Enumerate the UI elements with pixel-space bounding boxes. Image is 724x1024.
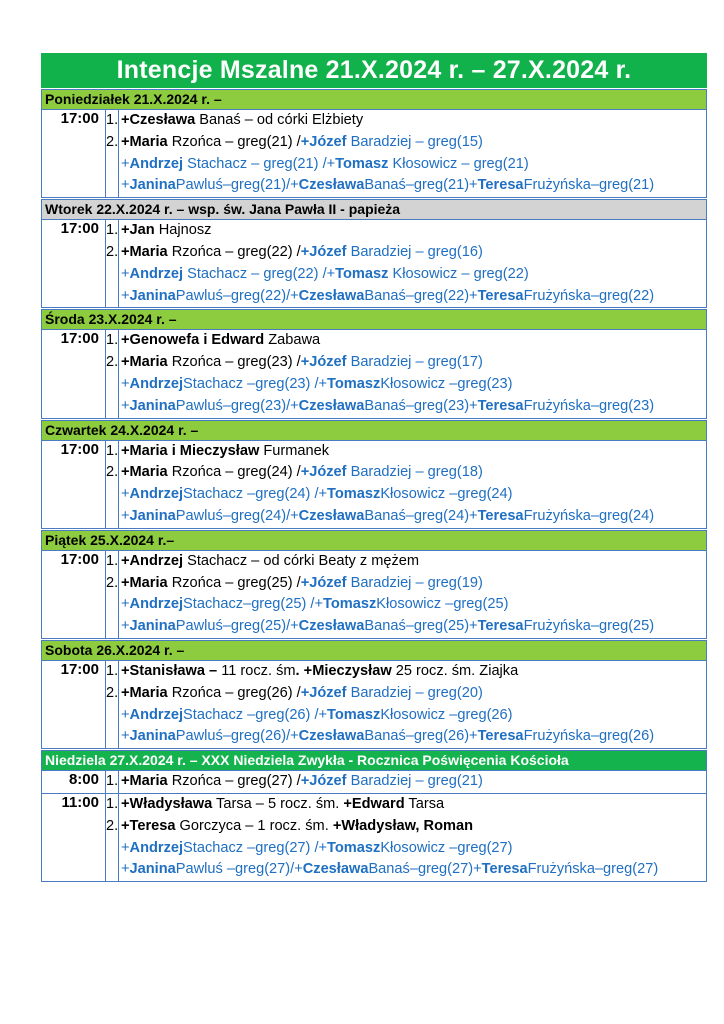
text-segment: Stachacz –greg(26) /+ bbox=[183, 706, 328, 723]
text-segment: Banaś–greg(26)+ bbox=[364, 728, 478, 745]
intention-line bbox=[106, 705, 706, 727]
intention-number: 2. bbox=[106, 243, 119, 260]
text-segment: + bbox=[121, 507, 130, 524]
intention-text bbox=[118, 551, 706, 573]
text-segment: Frużyńska–greg(23) bbox=[523, 397, 655, 414]
intention-text bbox=[118, 330, 706, 352]
intention-text bbox=[118, 352, 706, 374]
text-segment: +Maria bbox=[121, 773, 168, 790]
mass-block bbox=[42, 551, 706, 638]
intention-text bbox=[118, 661, 706, 683]
text-segment: Teresa bbox=[477, 507, 524, 524]
text-segment: +Józef bbox=[300, 684, 347, 701]
text-segment: Janina bbox=[129, 177, 176, 194]
text-segment: +Władysława bbox=[121, 795, 213, 812]
text-segment: Kłosowicz –greg(25) bbox=[376, 596, 509, 613]
intention-line bbox=[106, 396, 706, 418]
text-segment: Stachacz – greg(22) /+ bbox=[183, 265, 336, 282]
text-segment: Teresa bbox=[477, 728, 524, 745]
intention-line bbox=[106, 573, 706, 595]
text-segment: Czesława bbox=[298, 618, 365, 635]
text-segment: + bbox=[121, 861, 130, 878]
text-segment: Janina bbox=[129, 618, 176, 635]
text-segment: Pawluś–greg(25)/+ bbox=[175, 618, 299, 635]
intention-number bbox=[106, 484, 118, 506]
intention-text bbox=[118, 683, 706, 705]
intention-text bbox=[118, 220, 706, 242]
intention-line bbox=[106, 242, 706, 264]
intention-number bbox=[106, 705, 118, 727]
intention-number bbox=[106, 374, 118, 396]
text-segment: + bbox=[121, 596, 130, 613]
intention-line bbox=[106, 551, 706, 573]
intention-line bbox=[106, 175, 706, 197]
text-segment: +Maria bbox=[121, 684, 168, 701]
text-segment: Czesława bbox=[298, 287, 365, 304]
intention-number bbox=[106, 859, 118, 881]
intention-number: 1. bbox=[106, 662, 119, 679]
text-segment: Andrzej bbox=[129, 706, 184, 723]
day-section bbox=[41, 640, 707, 749]
text-segment: +Edward bbox=[343, 795, 405, 812]
intention-number: 1. bbox=[106, 795, 119, 812]
text-segment: + bbox=[121, 155, 130, 172]
text-segment: Tomasz bbox=[323, 596, 377, 613]
text-segment: Baradziej – greg(17) bbox=[346, 354, 483, 371]
intention-list bbox=[106, 330, 706, 417]
intention-line bbox=[106, 110, 706, 132]
intention-text bbox=[118, 374, 706, 396]
mass-time: 17:00 bbox=[42, 110, 106, 197]
text-segment: Banaś–greg(24)+ bbox=[364, 507, 478, 524]
intention-text bbox=[118, 242, 706, 264]
text-segment: +Maria bbox=[121, 354, 168, 371]
intention-line bbox=[106, 220, 706, 242]
intention-number: 2. bbox=[106, 133, 119, 150]
text-segment: Tomasz bbox=[335, 155, 389, 172]
text-segment: +Andrzej bbox=[121, 552, 184, 569]
text-segment: +Józef bbox=[300, 133, 347, 150]
intention-number: 2. bbox=[106, 354, 119, 371]
text-segment: Tomasz bbox=[327, 375, 381, 392]
text-segment: +Józef bbox=[300, 574, 347, 591]
intention-number: 2. bbox=[106, 464, 119, 481]
day-section bbox=[41, 199, 707, 308]
day-header: Poniedziałek 21.X.2024 r. – bbox=[42, 90, 706, 110]
text-segment: Tomasz bbox=[327, 486, 381, 503]
text-segment: Teresa bbox=[481, 861, 528, 878]
text-segment: Frużyńska–greg(26) bbox=[523, 728, 655, 745]
intention-line bbox=[106, 132, 706, 154]
text-segment: Rzońca – greg(23) / bbox=[167, 354, 301, 371]
mass-time: 8:00 bbox=[42, 771, 106, 793]
text-segment: Frużyńska–greg(24) bbox=[523, 507, 655, 524]
intention-number: 1. bbox=[106, 332, 119, 349]
text-segment: Czesława bbox=[298, 728, 365, 745]
text-segment: +Władysław, Roman bbox=[332, 817, 473, 834]
intention-text bbox=[118, 154, 706, 176]
text-segment: Tomasz bbox=[335, 265, 389, 282]
intention-list bbox=[106, 551, 706, 638]
text-segment: Janina bbox=[129, 861, 176, 878]
day-header: Piątek 25.X.2024 r.– bbox=[42, 531, 706, 551]
text-segment: Gorczyca – 1 rocz. śm. bbox=[175, 817, 333, 834]
day-section bbox=[41, 309, 707, 418]
text-segment: . bbox=[295, 662, 300, 679]
intention-line bbox=[106, 330, 706, 352]
intention-line bbox=[106, 264, 706, 286]
text-segment: Rzońca – greg(22) / bbox=[167, 243, 301, 260]
intention-text bbox=[118, 132, 706, 154]
intention-line bbox=[106, 352, 706, 374]
intention-text bbox=[118, 859, 706, 881]
mass-time: 17:00 bbox=[42, 330, 106, 417]
intention-number: 1. bbox=[106, 112, 119, 128]
text-segment: Hajnosz bbox=[154, 222, 212, 239]
text-segment: + bbox=[121, 375, 130, 392]
text-segment: Banaś–greg(23)+ bbox=[364, 397, 478, 414]
text-segment: Tarsa bbox=[404, 795, 445, 812]
page-title: Intencje Mszalne 21.X.2024 r. – 27.X.2024 r. bbox=[41, 53, 707, 88]
text-segment: Andrzej bbox=[129, 375, 184, 392]
intention-number bbox=[106, 506, 118, 528]
intention-line bbox=[106, 794, 706, 816]
text-segment: Teresa bbox=[477, 177, 524, 194]
text-segment: + bbox=[121, 728, 130, 745]
text-segment: Stachacz –greg(23) /+ bbox=[183, 375, 328, 392]
intention-text bbox=[118, 484, 706, 506]
text-segment: Janina bbox=[129, 507, 176, 524]
intention-line bbox=[106, 616, 706, 638]
intention-line bbox=[106, 726, 706, 748]
text-segment: +Maria bbox=[121, 464, 168, 481]
mass-block bbox=[42, 110, 706, 197]
text-segment: Pawluś–greg(21)/+ bbox=[175, 177, 299, 194]
text-segment: Frużyńska–greg(22) bbox=[523, 287, 655, 304]
text-segment: + bbox=[121, 177, 130, 194]
text-segment: +Mieczysław bbox=[303, 662, 392, 679]
intention-number bbox=[106, 616, 118, 638]
intention-text bbox=[118, 726, 706, 748]
intention-text bbox=[118, 616, 706, 638]
intention-number bbox=[106, 726, 118, 748]
intention-number bbox=[106, 154, 118, 176]
text-segment: Tarsa – 5 rocz. śm. bbox=[212, 795, 344, 812]
text-segment: + bbox=[121, 706, 130, 723]
day-section bbox=[41, 89, 707, 198]
days-list bbox=[41, 89, 707, 882]
intention-line bbox=[106, 441, 706, 463]
intention-line bbox=[106, 462, 706, 484]
text-segment: Banaś–greg(21)+ bbox=[364, 177, 478, 194]
intention-number: 2. bbox=[106, 684, 119, 701]
text-segment: Frużyńska–greg(27) bbox=[527, 861, 659, 878]
text-segment: Frużyńska–greg(25) bbox=[523, 618, 655, 635]
text-segment: Stachacz –greg(27) /+ bbox=[183, 839, 328, 856]
text-segment: +Czesława bbox=[121, 112, 196, 128]
text-segment: Andrzej bbox=[129, 839, 184, 856]
text-segment: Tomasz bbox=[327, 839, 381, 856]
text-segment: +Józef bbox=[300, 243, 347, 260]
text-segment: +Maria bbox=[121, 133, 168, 150]
text-segment: Teresa bbox=[477, 397, 524, 414]
text-segment: Rzońca – greg(26) / bbox=[167, 684, 301, 701]
text-segment: Janina bbox=[129, 397, 176, 414]
intention-number bbox=[106, 286, 118, 308]
intention-line bbox=[106, 374, 706, 396]
text-segment: Andrzej bbox=[129, 155, 184, 172]
intention-number: 1. bbox=[106, 552, 119, 569]
intention-text bbox=[118, 771, 706, 793]
day-header: Niedziela 27.X.2024 r. – XXX Niedziela Zwykła - Rocznica Poświęcenia Kościoła bbox=[42, 751, 706, 771]
text-segment: 11 rocz. śm bbox=[217, 662, 296, 679]
text-segment: + bbox=[121, 397, 130, 414]
text-segment: Kłosowicz – greg(22) bbox=[388, 265, 529, 282]
day-header: Czwartek 24.X.2024 r. – bbox=[42, 421, 706, 441]
text-segment: +Maria i Mieczysław bbox=[121, 442, 260, 459]
text-segment: Baradziej – greg(20) bbox=[346, 684, 483, 701]
day-header: Środa 23.X.2024 r. – bbox=[42, 310, 706, 330]
intention-text bbox=[118, 441, 706, 463]
text-segment: Banaś–greg(22)+ bbox=[364, 287, 478, 304]
text-segment: Kłosowicz – greg(21) bbox=[388, 155, 529, 172]
intention-line bbox=[106, 838, 706, 860]
day-section bbox=[41, 750, 707, 882]
intention-line bbox=[106, 771, 706, 793]
intention-number: 1. bbox=[106, 773, 119, 790]
text-segment: Andrzej bbox=[129, 486, 184, 503]
text-segment: Zabawa bbox=[264, 332, 321, 349]
intention-text bbox=[118, 506, 706, 528]
mass-time: 17:00 bbox=[42, 661, 106, 748]
intention-number: 2. bbox=[106, 574, 119, 591]
text-segment: Andrzej bbox=[129, 596, 184, 613]
text-segment: Pawluś –greg(27)/+ bbox=[175, 861, 303, 878]
intention-line bbox=[106, 859, 706, 881]
intention-line bbox=[106, 661, 706, 683]
text-segment: +Teresa bbox=[121, 817, 176, 834]
mass-block bbox=[42, 220, 706, 307]
text-segment: +Józef bbox=[300, 354, 347, 371]
text-segment: Baradziej – greg(16) bbox=[346, 243, 483, 260]
text-segment: +Maria bbox=[121, 574, 168, 591]
text-segment: +Stanisława – bbox=[121, 662, 218, 679]
mass-time: 11:00 bbox=[42, 794, 106, 881]
intention-number bbox=[106, 396, 118, 418]
text-segment: + bbox=[121, 287, 130, 304]
mass-block bbox=[42, 794, 706, 881]
day-header: Wtorek 22.X.2024 r. – wsp. św. Jana Pawła II - papieża bbox=[42, 200, 706, 220]
text-segment: Stachacz – od córki Beaty z mężem bbox=[183, 552, 420, 569]
intention-line bbox=[106, 683, 706, 705]
text-segment: + bbox=[121, 618, 130, 635]
text-segment: +Genowefa i Edward bbox=[121, 332, 265, 349]
intention-list bbox=[106, 661, 706, 748]
text-segment: Baradziej – greg(15) bbox=[346, 133, 483, 150]
text-segment: Andrzej bbox=[129, 265, 184, 282]
intention-line bbox=[106, 506, 706, 528]
text-segment: Czesława bbox=[298, 177, 365, 194]
text-segment: Pawluś–greg(24)/+ bbox=[175, 507, 299, 524]
intention-number: 1. bbox=[106, 222, 119, 239]
intention-number: 1. bbox=[106, 442, 119, 459]
text-segment: Rzońca – greg(27) / bbox=[167, 773, 301, 790]
text-segment: + bbox=[121, 839, 130, 856]
intention-text bbox=[118, 175, 706, 197]
text-segment: Stachacz – greg(21) /+ bbox=[183, 155, 336, 172]
text-segment: Pawluś–greg(26)/+ bbox=[175, 728, 299, 745]
text-segment: Pawluś–greg(22)/+ bbox=[175, 287, 299, 304]
text-segment: Janina bbox=[129, 287, 176, 304]
text-segment: +Maria bbox=[121, 243, 168, 260]
intention-text bbox=[118, 396, 706, 418]
intention-list bbox=[106, 220, 706, 307]
text-segment: Stachacz –greg(24) /+ bbox=[183, 486, 328, 503]
intention-number bbox=[106, 175, 118, 197]
text-segment: Baradziej – greg(18) bbox=[346, 464, 483, 481]
text-segment: Rzońca – greg(25) / bbox=[167, 574, 301, 591]
intention-text bbox=[118, 705, 706, 727]
intention-text bbox=[118, 794, 706, 816]
day-section bbox=[41, 530, 707, 639]
text-segment: Rzońca – greg(21) / bbox=[167, 133, 301, 150]
text-segment: Banaś–greg(25)+ bbox=[364, 618, 478, 635]
text-segment: Banaś–greg(27)+ bbox=[368, 861, 482, 878]
text-segment: Czesława bbox=[298, 397, 365, 414]
intention-text bbox=[118, 110, 706, 132]
intention-line bbox=[106, 154, 706, 176]
intention-number bbox=[106, 838, 118, 860]
text-segment: Czesława bbox=[298, 507, 365, 524]
intention-line bbox=[106, 594, 706, 616]
intention-line bbox=[106, 816, 706, 838]
intention-number bbox=[106, 264, 118, 286]
intention-text bbox=[118, 286, 706, 308]
day-header: Sobota 26.X.2024 r. – bbox=[42, 641, 706, 661]
text-segment: Teresa bbox=[477, 618, 524, 635]
text-segment: Frużyńska–greg(21) bbox=[523, 177, 655, 194]
text-segment: Tomasz bbox=[327, 706, 381, 723]
mass-block bbox=[42, 661, 706, 748]
intention-text bbox=[118, 573, 706, 595]
intention-number bbox=[106, 594, 118, 616]
text-segment: Kłosowicz –greg(26) bbox=[380, 706, 513, 723]
day-section bbox=[41, 420, 707, 529]
text-segment: Banaś – od córki Elżbiety bbox=[195, 112, 364, 128]
intention-text bbox=[118, 264, 706, 286]
intention-text bbox=[118, 838, 706, 860]
intention-list bbox=[106, 771, 706, 793]
intention-line bbox=[106, 484, 706, 506]
text-segment: Teresa bbox=[477, 287, 524, 304]
text-segment: Kłosowicz –greg(27) bbox=[380, 839, 513, 856]
intention-text bbox=[118, 462, 706, 484]
mass-time: 17:00 bbox=[42, 441, 106, 528]
text-segment: Rzońca – greg(24) / bbox=[167, 464, 301, 481]
intention-number: 2. bbox=[106, 817, 119, 834]
text-segment: Czesława bbox=[302, 861, 369, 878]
text-segment: +Józef bbox=[300, 464, 347, 481]
mass-intentions-sheet bbox=[41, 53, 707, 882]
text-segment: Baradziej – greg(19) bbox=[346, 574, 483, 591]
text-segment: +Jan bbox=[121, 222, 155, 239]
text-segment: Janina bbox=[129, 728, 176, 745]
mass-time: 17:00 bbox=[42, 551, 106, 638]
mass-time: 17:00 bbox=[42, 220, 106, 307]
text-segment: Stachacz–greg(25) /+ bbox=[183, 596, 323, 613]
intention-list bbox=[106, 110, 706, 197]
text-segment: + bbox=[121, 486, 130, 503]
text-segment: + bbox=[121, 265, 130, 282]
intention-list bbox=[106, 794, 706, 881]
mass-block bbox=[42, 330, 706, 417]
intention-text bbox=[118, 594, 706, 616]
intention-line bbox=[106, 286, 706, 308]
intention-text bbox=[118, 816, 706, 838]
text-segment: Kłosowicz –greg(23) bbox=[380, 375, 513, 392]
mass-block bbox=[42, 441, 706, 528]
text-segment: Kłosowicz –greg(24) bbox=[380, 486, 513, 503]
text-segment: 25 rocz. śm. Ziajka bbox=[391, 662, 519, 679]
text-segment: Furmanek bbox=[259, 442, 330, 459]
intention-list bbox=[106, 441, 706, 528]
text-segment: Baradziej – greg(21) bbox=[346, 773, 483, 790]
mass-block bbox=[42, 771, 706, 794]
text-segment: +Józef bbox=[300, 773, 347, 790]
text-segment: Pawluś–greg(23)/+ bbox=[175, 397, 299, 414]
